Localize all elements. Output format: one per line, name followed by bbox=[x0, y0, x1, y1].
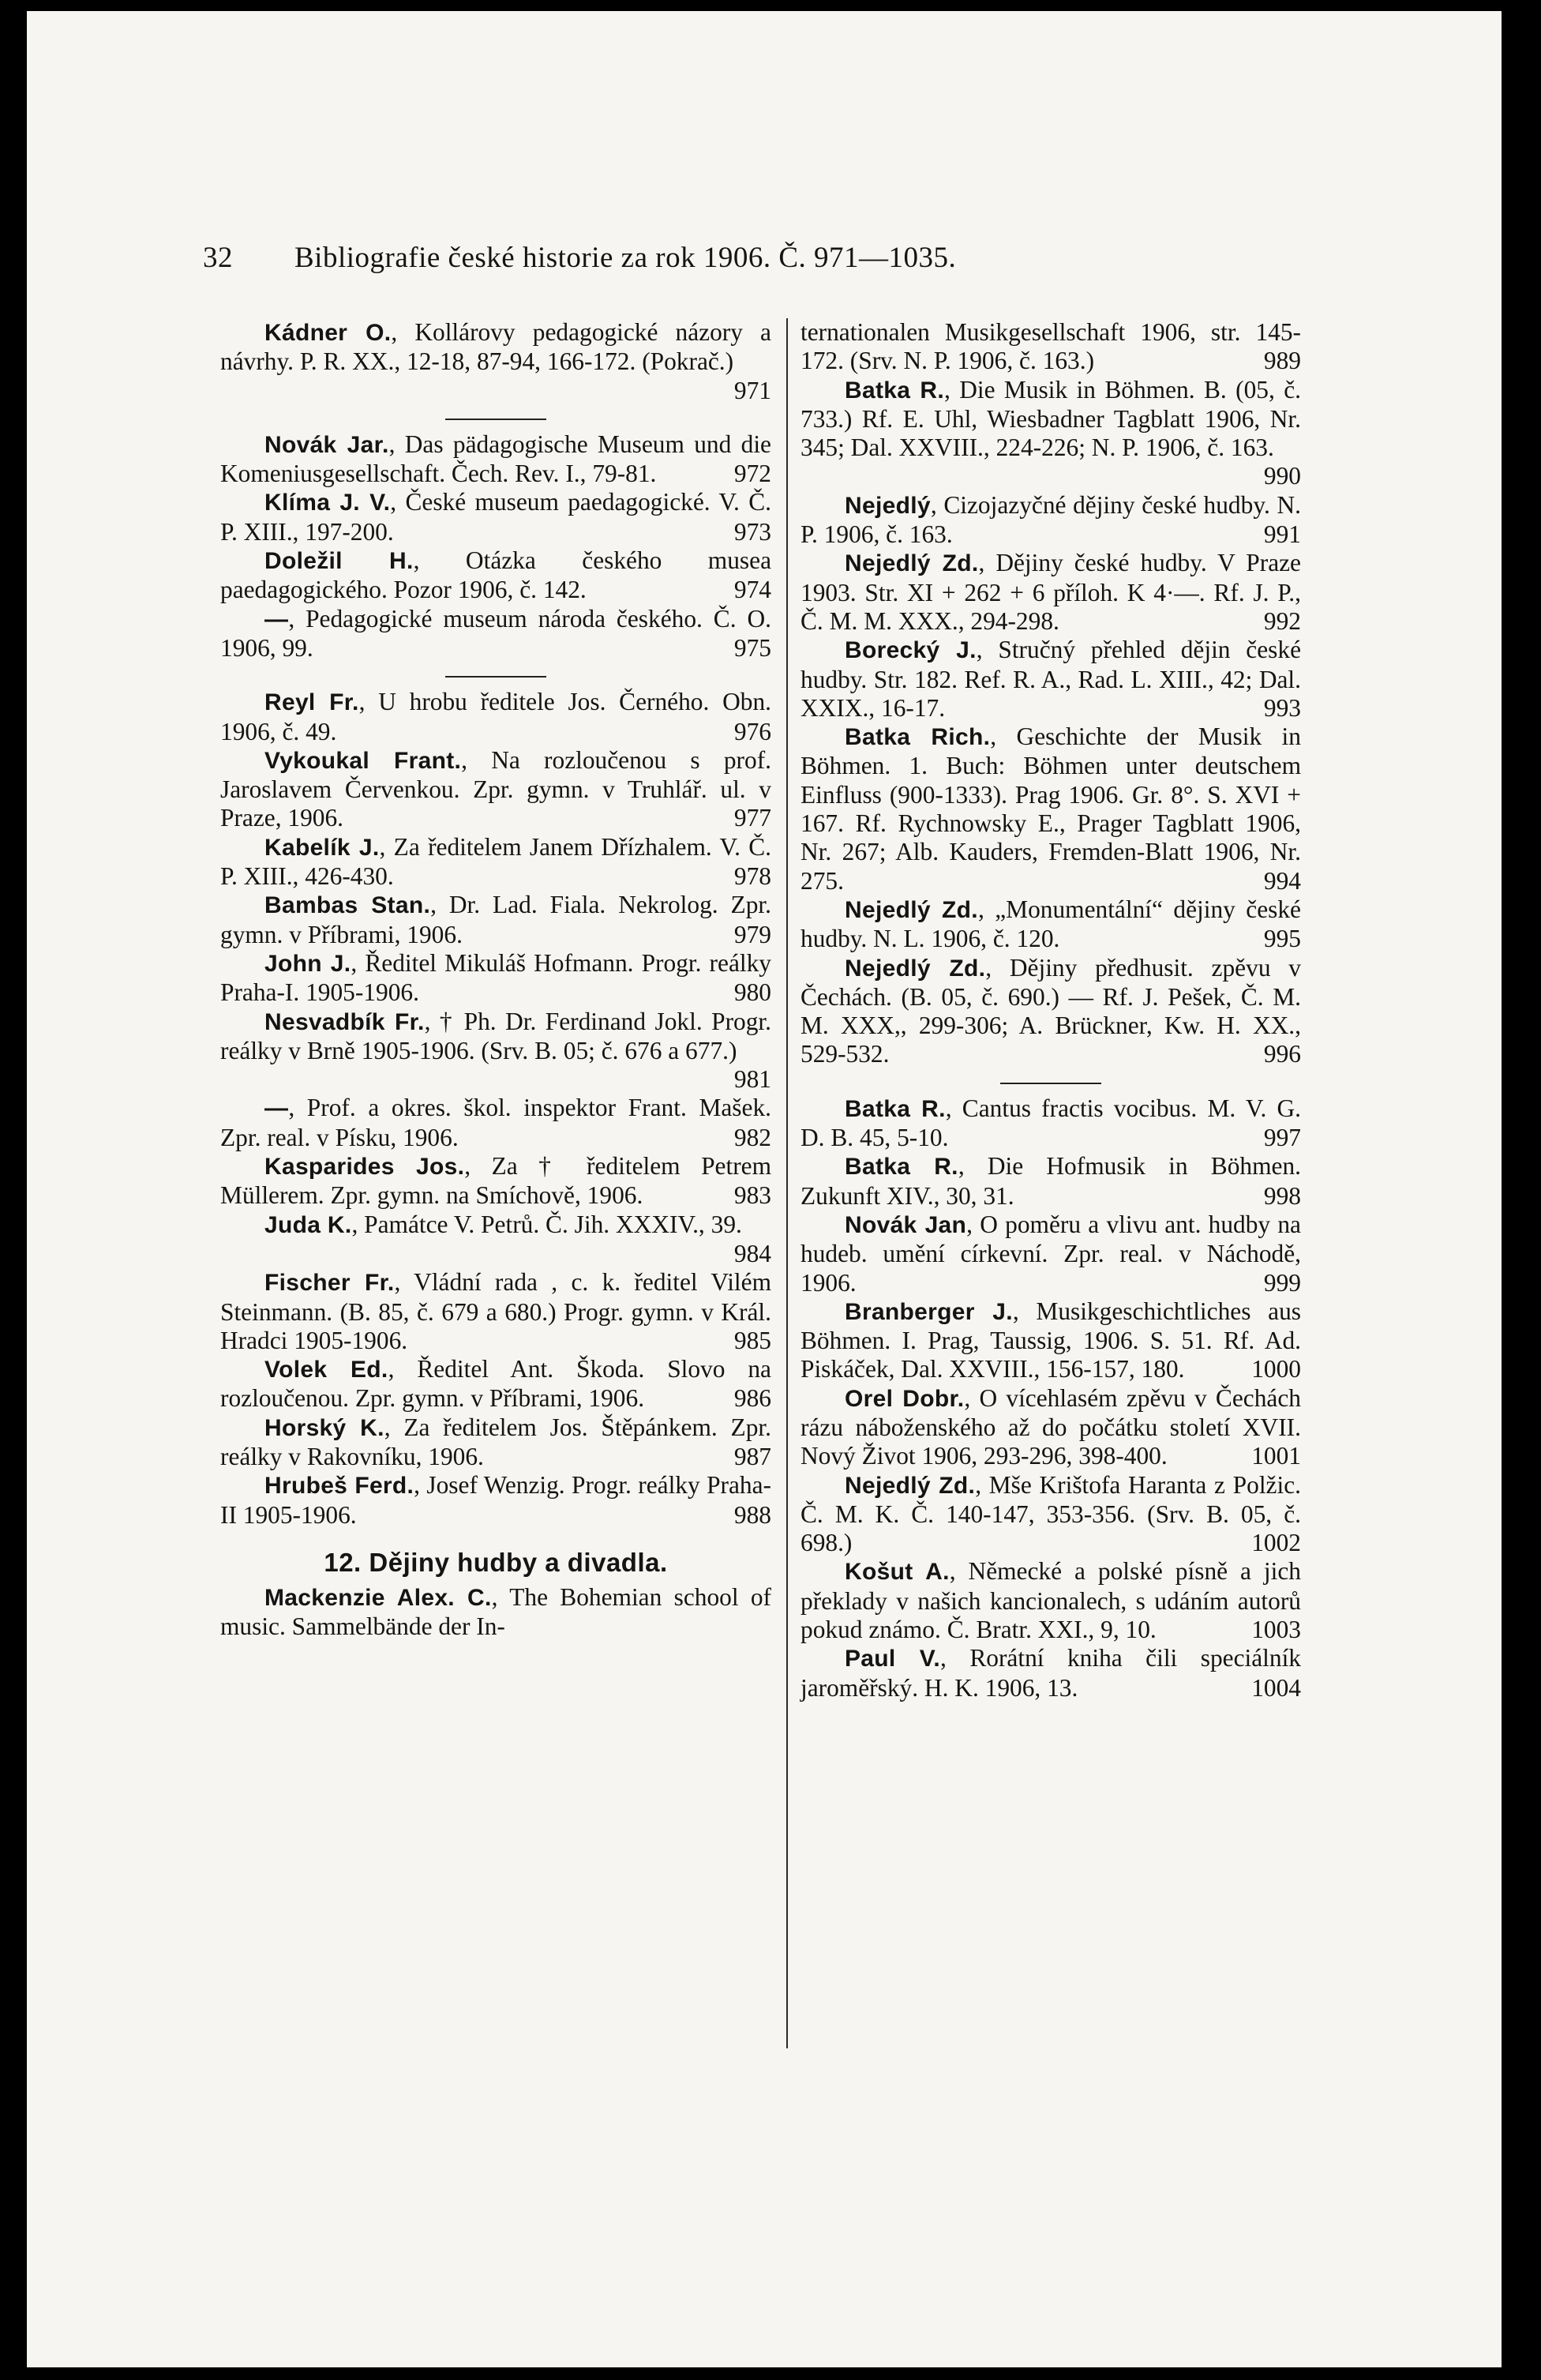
entry-text: , Německé a polské písně a jich překlady v našich kancionalech, s udáním autorů pokud známo. Č. Bratr. XXI., 9, 10. bbox=[800, 1557, 1301, 1644]
entry-number: 1003 bbox=[1251, 1616, 1301, 1644]
entry-author: — bbox=[264, 606, 289, 633]
entry-text: , Mše Krištofa Haranta z Polžic. Č. M. K. Č. 140-147, 353-356. (Srv. B. 05, č. 698.) bbox=[800, 1470, 1301, 1557]
entry-text: , Prof. a okres. škol. inspektor Frant. Mašek. Zpr. real. v Písku, 1906. bbox=[220, 1094, 771, 1151]
entry-number: 986 bbox=[733, 1384, 771, 1413]
entry-text: , Vládní rada , c. k. ředitel Vilém Steinmann. (B. 85, č. 679 a 680.) Progr. gymn. v Král. Hradci 1905-1906. bbox=[220, 1268, 771, 1354]
bibliography-entry bbox=[800, 1644, 1301, 1702]
entry-text: , Das pädagogische Museum und die Komeniusgesellschaft. Čech. Rev. I., 79-81. bbox=[220, 430, 771, 488]
entry-text: , Za ředitelem Janem Dřízhalem. V. Č. P. XIII., 426-430. bbox=[220, 832, 771, 891]
section-separator bbox=[445, 419, 546, 420]
entry-text: , Za † ředitelem Petrem Müllerem. Zpr. gymn. na Smíchově, 1906. bbox=[220, 1152, 771, 1210]
entry-text: , Die Musik in Böhmen. B. (05, č. 733.) Rf. E. Uhl, Wiesbadner Tagblatt 1906, Nr. 345; Dal. XXVIII., 224-226; N. P. 1906, č. 163. bbox=[800, 375, 1301, 462]
entry-text: , Pedagogické museum národa českého. Č. O. 1906, 99. bbox=[220, 604, 771, 662]
entry-text: , Za ředitelem Jos. Štěpánkem. Zpr. reálky v Rakovníku, 1906. bbox=[220, 1413, 771, 1470]
entry-number: 980 bbox=[733, 978, 771, 1007]
entry-author: Juda K. bbox=[264, 1211, 352, 1238]
bibliography-entry bbox=[220, 746, 771, 833]
entry-text: , Josef Wenzig. Progr. reálky Praha-II 1905-1906. bbox=[220, 1471, 771, 1529]
entry-number: 982 bbox=[733, 1123, 771, 1151]
entry-author: Kabelík J. bbox=[264, 834, 380, 861]
entry-author: Batka R. bbox=[845, 1154, 958, 1181]
bibliography-entry bbox=[800, 636, 1301, 723]
entry-author: Klíma J. V. bbox=[264, 490, 391, 516]
entry-number: 978 bbox=[733, 862, 771, 891]
entry-author: Nejedlý Zd. bbox=[845, 550, 979, 577]
entry-text: , Musikgeschichtliches aus Böhmen. I. Prag, Taussig, 1906. S. 51. Rf. Ad. Piskáček, Dal. XXVIII., 156-157, 180. bbox=[800, 1297, 1301, 1383]
entry-text: ternationalen Musikgesellschaft 1906, str. 145-172. (Srv. N. P. 1906, č. 163.) bbox=[800, 318, 1301, 375]
bibliography-entry bbox=[800, 895, 1301, 954]
entry-number: 1002 bbox=[1251, 1529, 1301, 1557]
bibliography-entry bbox=[800, 376, 1301, 491]
bibliography-entry bbox=[220, 488, 771, 546]
bibliography-entry bbox=[800, 491, 1301, 550]
entry-number: 990 bbox=[1263, 462, 1301, 490]
column-divider bbox=[786, 318, 788, 2048]
entry-number: 1004 bbox=[1251, 1673, 1301, 1702]
right-column bbox=[800, 318, 1301, 1702]
entry-text: , Die Hofmusik in Böhmen. Zukunft XIV., 30, 31. bbox=[800, 1152, 1301, 1210]
entry-text: , Otázka českého musea paedagogického. Pozor 1906, č. 142. bbox=[220, 546, 771, 604]
bibliography-entry bbox=[800, 1152, 1301, 1211]
entry-number: 983 bbox=[733, 1181, 771, 1210]
entry-text: , † Ph. Dr. Ferdinand Jokl. Progr. reálky v Brně 1905-1906. (Srv. B. 05; č. 676 a 677.) bbox=[220, 1007, 771, 1064]
entry-text: , České museum paedagogické. V. Č. P. XIII., 197-200. bbox=[220, 488, 771, 546]
page-title: Bibliografie české historie za rok 1906. Č. 971—1035. bbox=[294, 242, 957, 274]
entry-author: Orel Dobr. bbox=[845, 1385, 965, 1412]
entry-text: , Cizojazyčné dějiny české hudby. N. P. 1906, č. 163. bbox=[800, 490, 1301, 549]
bibliography-entry bbox=[220, 688, 771, 746]
entry-number: 984 bbox=[733, 1239, 771, 1267]
bibliography-entry bbox=[220, 1152, 771, 1211]
entry-author: Fischer Fr. bbox=[264, 1270, 395, 1297]
entry-number: 988 bbox=[733, 1500, 771, 1529]
entry-author: Mackenzie Alex. C. bbox=[264, 1585, 492, 1612]
bibliography-entry bbox=[800, 1211, 1301, 1297]
entry-author: Volek Ed. bbox=[264, 1357, 388, 1383]
entry-number: 972 bbox=[733, 460, 771, 488]
running-head bbox=[203, 241, 1387, 275]
bibliography-entry bbox=[220, 605, 771, 663]
entry-text: , Cantus fractis vocibus. M. V. G. D. B. 45, 5-10. bbox=[800, 1094, 1301, 1152]
left-column bbox=[220, 318, 771, 1642]
entry-number: 976 bbox=[733, 717, 771, 745]
bibliography-entry bbox=[220, 1355, 771, 1413]
entry-number: 973 bbox=[733, 517, 771, 546]
entry-author: Novák Jar. bbox=[264, 431, 389, 458]
entry-author: Vykoukal Frant. bbox=[264, 747, 462, 774]
entry-author: Borecký J. bbox=[845, 637, 977, 664]
bibliography-entry bbox=[220, 546, 771, 605]
entry-author: Batka R. bbox=[845, 377, 944, 404]
entry-author: Kasparides Jos. bbox=[264, 1154, 465, 1181]
bibliography-entry bbox=[800, 1094, 1301, 1153]
bibliography-entry bbox=[800, 549, 1301, 636]
entry-number: 985 bbox=[733, 1326, 771, 1354]
bibliography-entry bbox=[220, 430, 771, 489]
bibliography-entry bbox=[800, 1297, 1301, 1384]
entry-author: — bbox=[264, 1095, 289, 1122]
entry-text: , O vícehlasém zpěvu v Čechách rázu náboženského až do počátku století XVII. Nový Život 1906, 293-296, 398-400. bbox=[800, 1383, 1301, 1470]
entry-author: Batka R. bbox=[845, 1095, 946, 1122]
entry-author: Reyl Fr. bbox=[264, 689, 359, 716]
bibliography-entry bbox=[800, 1471, 1301, 1558]
bibliography-entry bbox=[220, 1008, 771, 1094]
bibliography-entry bbox=[800, 318, 1301, 376]
entry-number: 991 bbox=[1263, 520, 1301, 549]
entry-number: 992 bbox=[1263, 606, 1301, 635]
entry-author: Nesvadbík Fr. bbox=[264, 1008, 425, 1035]
entry-author: Nejedlý Zd. bbox=[845, 955, 986, 982]
entry-text: , Dr. Lad. Fiala. Nekrolog. Zpr. gymn. v Příbrami, 1906. bbox=[220, 891, 771, 948]
entry-number: 974 bbox=[733, 576, 771, 604]
entry-author: Doležil H. bbox=[264, 548, 414, 575]
section-separator bbox=[445, 676, 546, 678]
entry-number: 996 bbox=[1263, 1040, 1301, 1068]
entry-number: 1001 bbox=[1251, 1442, 1301, 1470]
bibliography-entry bbox=[800, 954, 1301, 1069]
bibliography-entry bbox=[220, 1094, 771, 1152]
entry-text: , Na rozloučenou s prof. Jaroslavem Červenkou. Zpr. gymn. v Truhlář. ul. v Praze, 1906. bbox=[220, 745, 771, 832]
entry-author: John J. bbox=[264, 950, 351, 977]
entry-number: 987 bbox=[733, 1442, 771, 1470]
bibliography-entry bbox=[220, 833, 771, 892]
entry-text: , Stručný přehled dějin české hudby. Str. 182. Ref. R. A., Rad. L. XIII., 42; Dal. XXIX., 16-17. bbox=[800, 636, 1301, 722]
bibliography-entry bbox=[220, 1583, 771, 1642]
entry-author: Nejedlý Zd. bbox=[845, 896, 978, 923]
entry-text: , O poměru a vlivu ant. hudby na hudeb. umění církevní. Zpr. real. v Náchodě, 1906. bbox=[800, 1210, 1301, 1297]
bibliography-entry bbox=[220, 318, 771, 405]
entry-text: , Rorátní kniha čili speciálník jaroměřský. H. K. 1906, 13. bbox=[800, 1644, 1301, 1702]
entry-text: , Dějiny předhusit. zpěvu v Čechách. (B. 05, č. 690.) — Rf. J. Pešek, Č. M. M. XXX,, 299-306; A. Brückner, Kw. H. XX., 529-532. bbox=[800, 953, 1301, 1068]
entry-text: , Dějiny české hudby. V Praze 1903. Str. XI + 262 + 6 příloh. K 4·—. Rf. J. P., Č. M. M. XXX., 294-298. bbox=[800, 549, 1301, 635]
entry-number: 979 bbox=[733, 920, 771, 948]
bibliography-entry bbox=[220, 891, 771, 949]
bibliography-entry bbox=[800, 1384, 1301, 1471]
entry-number: 994 bbox=[1263, 866, 1301, 895]
entry-author: Horský K. bbox=[264, 1414, 384, 1441]
entry-number: 997 bbox=[1263, 1124, 1301, 1152]
entry-text: , Ředitel Ant. Škoda. Slovo na rozloučenou. Zpr. gymn. v Příbrami, 1906. bbox=[220, 1355, 771, 1413]
entry-author: Košut A. bbox=[845, 1559, 950, 1586]
bibliography-entry bbox=[220, 1211, 771, 1269]
entry-text: , U hrobu ředitele Jos. Černého. Obn. 1906, č. 49. bbox=[220, 688, 771, 745]
entry-author: Paul V. bbox=[845, 1646, 941, 1672]
entry-author: Bambas Stan. bbox=[264, 892, 431, 919]
entry-number: 971 bbox=[733, 376, 771, 404]
entry-text: , Kollárovy pedagogické názory a návrhy. P. R. XX., 12-18, 87-94, 166-172. (Pokrač.) bbox=[220, 318, 771, 376]
section-separator bbox=[1000, 1083, 1101, 1084]
entry-author: Novák Jan bbox=[845, 1211, 967, 1238]
entry-author: Nejedlý Zd. bbox=[845, 1472, 976, 1499]
entry-text: , Geschichte der Musik in Böhmen. 1. Buch: Böhmen unter deutschem Einfluss (900-1333). Prag 1906. Gr. 8°. S. XVI + 167. Rf. Rychnowsky E., Prager Tagblatt 1906, Nr. 267; Alb. Kauders, Fremden-Blatt 1906, Nr. 275. bbox=[800, 723, 1301, 895]
entry-number: 977 bbox=[733, 804, 771, 832]
bibliography-entry bbox=[220, 1471, 771, 1530]
bibliography-entry bbox=[220, 949, 771, 1008]
entry-number: 981 bbox=[733, 1065, 771, 1094]
entry-author: Branberger J. bbox=[845, 1298, 1013, 1325]
page-number: 32 bbox=[203, 242, 233, 274]
entry-author: Nejedlý bbox=[845, 492, 931, 519]
entry-number: 995 bbox=[1263, 925, 1301, 953]
entry-text: , Ředitel Mikuláš Hofmann. Progr. reálky Praha-I. 1905-1906. bbox=[220, 948, 771, 1007]
entry-author: Kádner O. bbox=[264, 320, 392, 346]
entry-text: , Památce V. Petrů. Č. Jih. XXXIV., 39. bbox=[351, 1210, 742, 1238]
entry-number: 975 bbox=[733, 633, 771, 662]
entry-author: Hrubeš Ferd. bbox=[264, 1473, 414, 1500]
section-heading: 12. Dějiny hudby a divadla. bbox=[324, 1547, 668, 1577]
entry-number: 989 bbox=[1263, 347, 1301, 375]
entry-number: 1000 bbox=[1251, 1355, 1301, 1383]
entry-number: 993 bbox=[1263, 693, 1301, 722]
entry-text: , The Bohemian school of music. Sammelbände der In- bbox=[220, 1583, 772, 1641]
entry-author: Batka Rich. bbox=[845, 724, 991, 751]
bibliography-entry bbox=[220, 1268, 771, 1355]
bibliography-entry bbox=[800, 723, 1301, 895]
entry-number: 999 bbox=[1263, 1268, 1301, 1297]
bibliography-entry bbox=[220, 1413, 771, 1472]
bibliography-entry bbox=[800, 1557, 1301, 1644]
entry-number: 998 bbox=[1263, 1181, 1301, 1210]
entry-text: , „Monumentální“ dějiny české hudby. N. L. 1906, č. 120. bbox=[800, 895, 1301, 953]
